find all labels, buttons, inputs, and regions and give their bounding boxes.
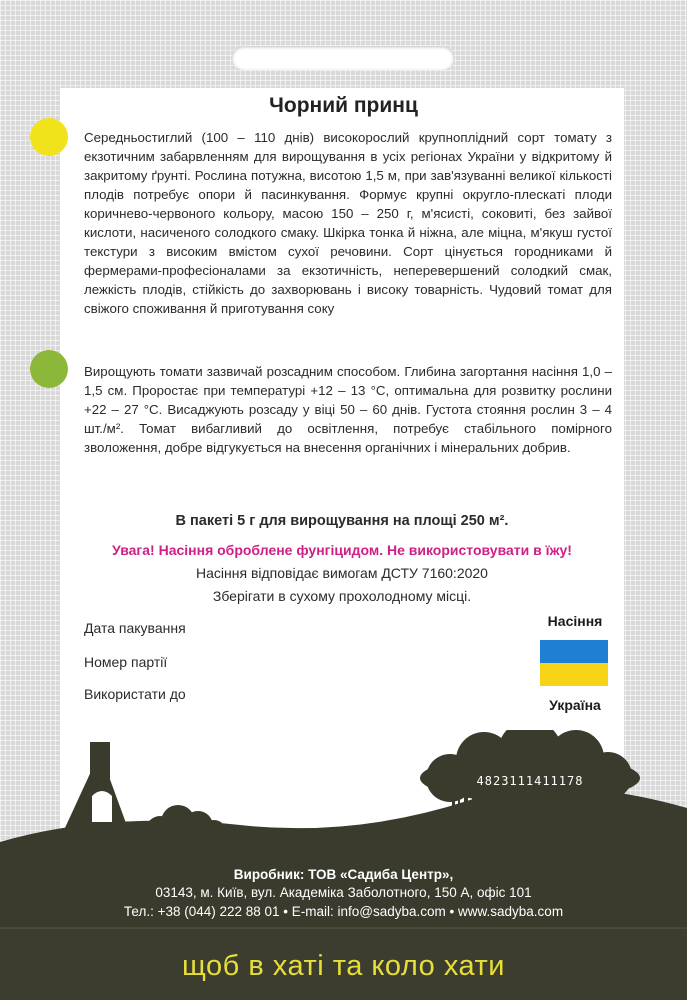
cloud-icon — [420, 730, 640, 802]
storage-note: Зберігати в сухому прохолодному місці. — [212, 588, 472, 604]
variety-description: Середньостиглий (100 – 110 днів) високорослий крупноплідний сорт томату з екзотичним забарвленням для вирощування в усіх регіонах України у відкритому й закритому ґрунті. Рослина потужна, висотою 1,5 м, при зав'язуванні великої кількості плодів потребує опори й пасинкування. Формує крупні округло-плескаті плоди коричнево-червоного кольору, масою 150 – 250 г, м'ясисті, соковиті, без зайвої кислоти, насиченого солодкого смаку. Шкірка тонка й ніжна, але міцна, м'якуш густої текстури з високим вмістом сухої речовини. Сорт цінується городниками й фермерами-професіоналами за екзотичність, неперевершений солодкий смак, лежкість плодів, стійкість до захворювань і високу товарність. Чудовий томат для свіжого споживання й приготування соку — [84, 130, 612, 316]
origin-country-label: Україна — [549, 697, 601, 713]
producer-name: Виробник: ТОВ «Садиба Центр», — [233, 867, 454, 882]
batch-number-label: Номер партії — [84, 654, 168, 670]
yellow-dot-icon — [30, 118, 68, 156]
hang-hole — [232, 46, 454, 70]
producer-contacts: Тел.: +38 (044) 222 88 01 • E-mail: info@sadyba.com • www.sadyba.com — [123, 904, 564, 919]
origin-seeds-label: Насіння — [547, 613, 603, 629]
producer-address: 03143, м. Київ, вул. Академіка Заболотного, 150 А, офіс 101 — [155, 885, 532, 900]
use-by-label: Використати до — [84, 686, 186, 702]
green-dot-icon — [30, 350, 68, 388]
growing-instructions: Вирощують томати зазвичай розсадним способом. Глибина загортання насіння 1,0 – 1,5 см. Проростає при температурі +12 – 13 °С, оптимальна для розвитку рослини +22 – 27 °С. Висаджують розсаду у віці 50 – 60 днів. Густота стояння рослин 3 – 4 шт./м². Томат вибагливий до освітлення, потребує стабільного помірного зволоження, добре відгукується на внесення органічних і мінеральних добрив. — [84, 364, 612, 455]
standard-compliance: Насіння відповідає вимогам ДСТУ 7160:2020 — [196, 565, 488, 581]
brand-slogan: щоб в хаті та коло хати — [182, 950, 505, 982]
pack-date-label: Дата пакування — [84, 620, 186, 636]
variety-title: Чорний принц — [269, 94, 418, 117]
packet-info: В пакеті 5 г для вирощування на площі 250 м². — [175, 513, 509, 529]
fungicide-warning: Увага! Насіння оброблене фунгіцидом. Не використовувати в їжу! — [112, 542, 572, 558]
barcode-number: 4823111411178 — [476, 774, 584, 788]
ukraine-flag-icon — [540, 640, 608, 686]
house-silhouette-icon — [52, 742, 150, 860]
